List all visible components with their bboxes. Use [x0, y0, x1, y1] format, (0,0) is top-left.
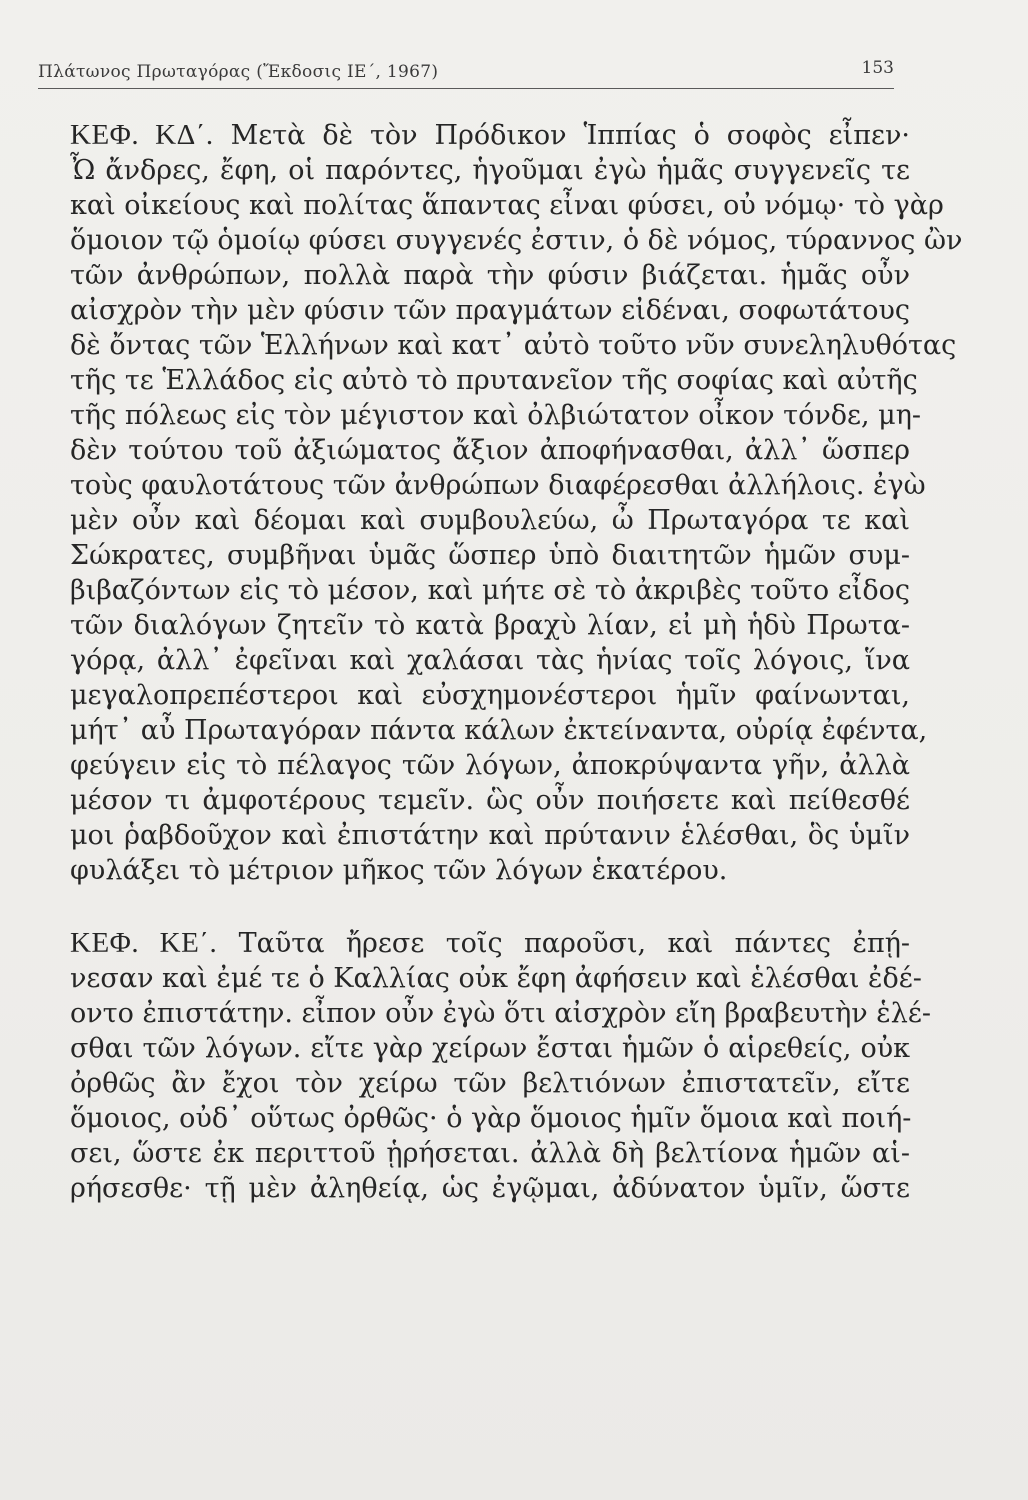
running-head-title: Πλάτωνος Πρωταγόρας (Ἔκδοσις ΙΕ΄, 1967): [38, 62, 439, 82]
body-text: [70, 118, 963, 1206]
text-line: μὲν οὖν καὶ δέομαι καὶ συμβουλεύω, ὦ Πρωταγόρα τε καὶ: [70, 505, 910, 536]
text-line: τοὺς φαυλοτάτους τῶν ἀνθρώπων διαφέρεσθαι ἀλλήλοις. ἐγὼ: [70, 470, 926, 501]
text-line: σει, ὥστε ἐκ περιττοῦ ᾑρήσεται. ἀλλὰ δὴ βελτίονα ἡμῶν αἱ-: [70, 1138, 910, 1169]
text-line: ΚΕΦ. ΚΕ΄. Ταῦτα ἤρεσε τοῖς παροῦσι, καὶ πάντες ἐπῄ-: [70, 927, 910, 959]
section-divider-space: [70, 888, 910, 926]
text-line: νεσαν καὶ ἐμέ τε ὁ Καλλίας οὐκ ἔφη ἀφήσειν καὶ ἑλέσθαι ἐδέ-: [70, 963, 922, 994]
text-line: μοι ῥαβδοῦχον καὶ ἐπιστάτην καὶ πρύτανιν ἑλέσθαι, ὃς ὑμῖν: [70, 820, 910, 851]
text-line: γόρᾳ, ἀλλ᾽ ἐφεῖναι καὶ χαλάσαι τὰς ἡνίας τοῖς λόγοις, ἵνα: [70, 645, 910, 676]
text-line: Σώκρατες, συμβῆναι ὑμᾶς ὥσπερ ὑπὸ διαιτητῶν ἡμῶν συμ-: [70, 540, 910, 571]
text-line: σθαι τῶν λόγων. εἴτε γὰρ χείρων ἔσται ἡμῶν ὁ αἱρεθείς, οὐκ: [70, 1033, 910, 1064]
text-line: τῶν διαλόγων ζητεῖν τὸ κατὰ βραχὺ λίαν, εἰ μὴ ἡδὺ Πρωτα-: [70, 610, 910, 641]
text-line: ὅμοιος, οὐδ᾽ οὕτως ὀρθῶς· ὁ γὰρ ὅμοιος ἡμῖν ὅμοια καὶ ποιή-: [70, 1103, 912, 1134]
chapter-heading: ΚΕΦ. ΚΔ΄.: [70, 119, 214, 151]
text-line: δὲ ὄντας τῶν Ἑλλήνων καὶ κατ᾽ αὐτὸ τοῦτο νῦν συνεληλυθότας: [70, 330, 957, 361]
running-header: [38, 58, 894, 89]
text-line: βιβαζόντων εἰς τὸ μέσον, καὶ μήτε σὲ τὸ ἀκριβὲς τοῦτο εἶδος: [70, 575, 910, 606]
text-line: ὅμοιον τῷ ὁμοίῳ φύσει συγγενές ἐστιν, ὁ δὲ νόμος, τύραννος ὢν: [70, 225, 963, 256]
text-line: ρήσεσθε· τῇ μὲν ἀληθείᾳ, ὡς ἐγῷμαι, ἀδύνατον ὑμῖν, ὥστε: [70, 1173, 910, 1204]
text-line: Ὦ ἄνδρες, ἔφη, οἱ παρόντες, ἡγοῦμαι ἐγὼ ἡμᾶς συγγενεῖς τε: [70, 155, 910, 186]
text-line: μέσον τι ἀμφοτέρους τεμεῖν. ὣς οὖν ποιήσετε καὶ πείθεσθέ: [70, 785, 910, 816]
text-line: οντο ἐπιστάτην. εἶπον οὖν ἐγὼ ὅτι αἰσχρὸν εἴη βραβευτὴν ἑλέ-: [70, 998, 931, 1029]
text-line: ὀρθῶς ἂν ἔχοι τὸν χείρω τῶν βελτιόνων ἐπιστατεῖν, εἴτε: [70, 1068, 910, 1099]
page-number: 153: [861, 58, 894, 78]
text-line: αἰσχρὸν τὴν μὲν φύσιν τῶν πραγμάτων εἰδέναι, σοφωτάτους: [70, 295, 910, 326]
text-line: καὶ οἰκείους καὶ πολίτας ἅπαντας εἶναι φύσει, οὐ νόμῳ· τὸ γὰρ: [70, 190, 944, 221]
text-line: φυλάξει τὸ μέτριον μῆκος τῶν λόγων ἑκατέρου.: [70, 855, 728, 886]
chapter-heading: ΚΕΦ. ΚΕ΄.: [70, 927, 218, 959]
text-line: τῆς τε Ἑλλάδος εἰς αὐτὸ τὸ πρυτανεῖον τῆς σοφίας καὶ αὐτῆς: [70, 365, 918, 396]
text-line: μήτ᾽ αὖ Πρωταγόραν πάντα κάλων ἐκτείναντα, οὐρίᾳ ἐφέντα,: [70, 715, 928, 746]
text-line: ΚΕΦ. ΚΔ΄. Μετὰ δὲ τὸν Πρόδικον Ἱππίας ὁ σοφὸς εἶπεν·: [70, 119, 910, 151]
text-line: μεγαλοπρεπέστεροι καὶ εὐσχημονέστεροι ἡμῖν φαίνωνται,: [70, 680, 910, 711]
text-line: δὲν τούτου τοῦ ἀξιώματος ἄξιον ἀποφήνασθαι, ἀλλ᾽ ὥσπερ: [70, 435, 910, 466]
text-line: τῆς πόλεως εἰς τὸν μέγιστον καὶ ὀλβιώτατον οἶκον τόνδε, μη-: [70, 400, 922, 431]
text-line: τῶν ἀνθρώπων, πολλὰ παρὰ τὴν φύσιν βιάζεται. ἡμᾶς οὖν: [70, 260, 910, 291]
text-line: φεύγειν εἰς τὸ πέλαγος τῶν λόγων, ἀποκρύψαντα γῆν, ἀλλὰ: [70, 750, 910, 781]
